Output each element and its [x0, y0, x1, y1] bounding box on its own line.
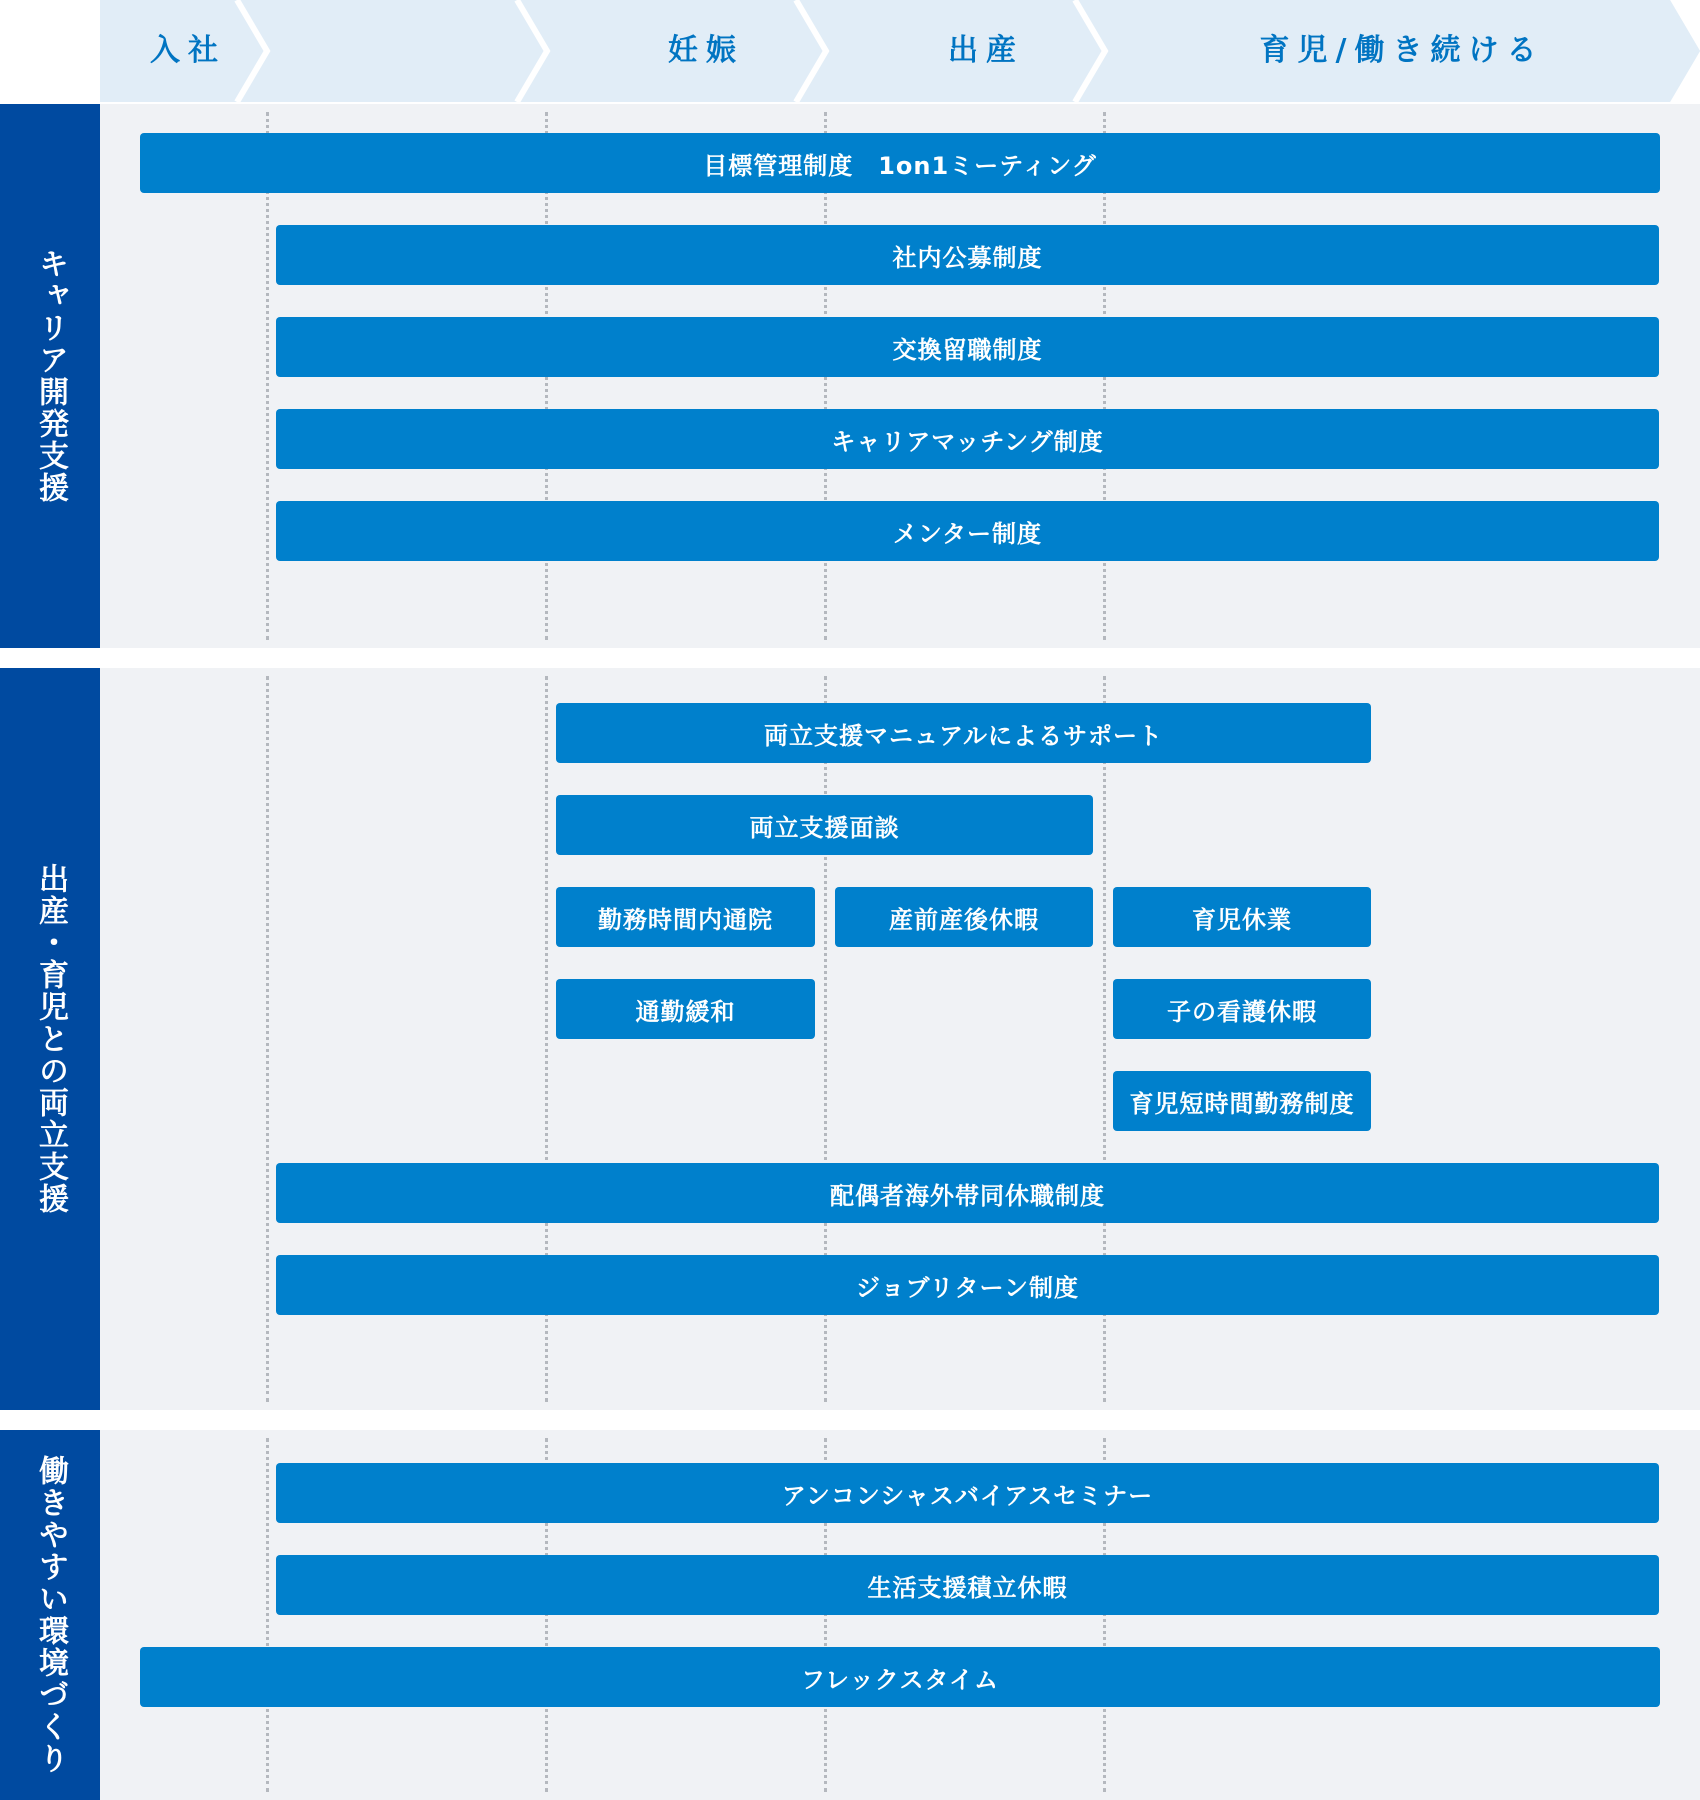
- section-title: 出産・育児との両立支援: [33, 863, 68, 1215]
- program-bar: アンコンシャスバイアスセミナー: [276, 1463, 1659, 1523]
- program-bar: 勤務時間内通院: [556, 887, 815, 947]
- program-bar: フレックスタイム: [140, 1647, 1660, 1707]
- program-bar: 両立支援マニュアルによるサポート: [556, 703, 1371, 763]
- program-bar: 通勤緩和: [556, 979, 815, 1039]
- program-bar: 目標管理制度 1on1ミーティング: [140, 133, 1660, 193]
- program-bar: 配偶者海外帯同休職制度: [276, 1163, 1659, 1223]
- section-side-label-1: [0, 668, 100, 1410]
- program-bar: 生活支援積立休暇: [276, 1555, 1659, 1615]
- section-side-label-0: [0, 104, 100, 648]
- section-title: キャリア開発支援: [33, 248, 68, 504]
- program-bar: キャリアマッチング制度: [276, 409, 1659, 469]
- program-bar: 育児短時間勤務制度: [1113, 1071, 1371, 1131]
- phase-label-3: 出産: [948, 33, 1024, 68]
- phase-guide-line: [266, 676, 269, 1402]
- section-side-label-2: [0, 1430, 100, 1800]
- program-bar: ジョブリターン制度: [276, 1255, 1659, 1315]
- phase-guide-line: [266, 1438, 269, 1792]
- program-bar: 両立支援面談: [556, 795, 1093, 855]
- program-bar: 産前産後休暇: [835, 887, 1093, 947]
- section-title: 働きやすい環境づくり: [33, 1455, 68, 1775]
- program-bar: 社内公募制度: [276, 225, 1659, 285]
- program-bar: 子の看護休暇: [1113, 979, 1371, 1039]
- program-bar: メンター制度: [276, 501, 1659, 561]
- program-bar: 交換留職制度: [276, 317, 1659, 377]
- program-bar: 育児休業: [1113, 887, 1371, 947]
- phase-label-0: 入社: [150, 33, 226, 68]
- phase-label-4: 育児/働き続ける: [1259, 33, 1545, 68]
- phase-label-2: 妊娠: [668, 33, 744, 68]
